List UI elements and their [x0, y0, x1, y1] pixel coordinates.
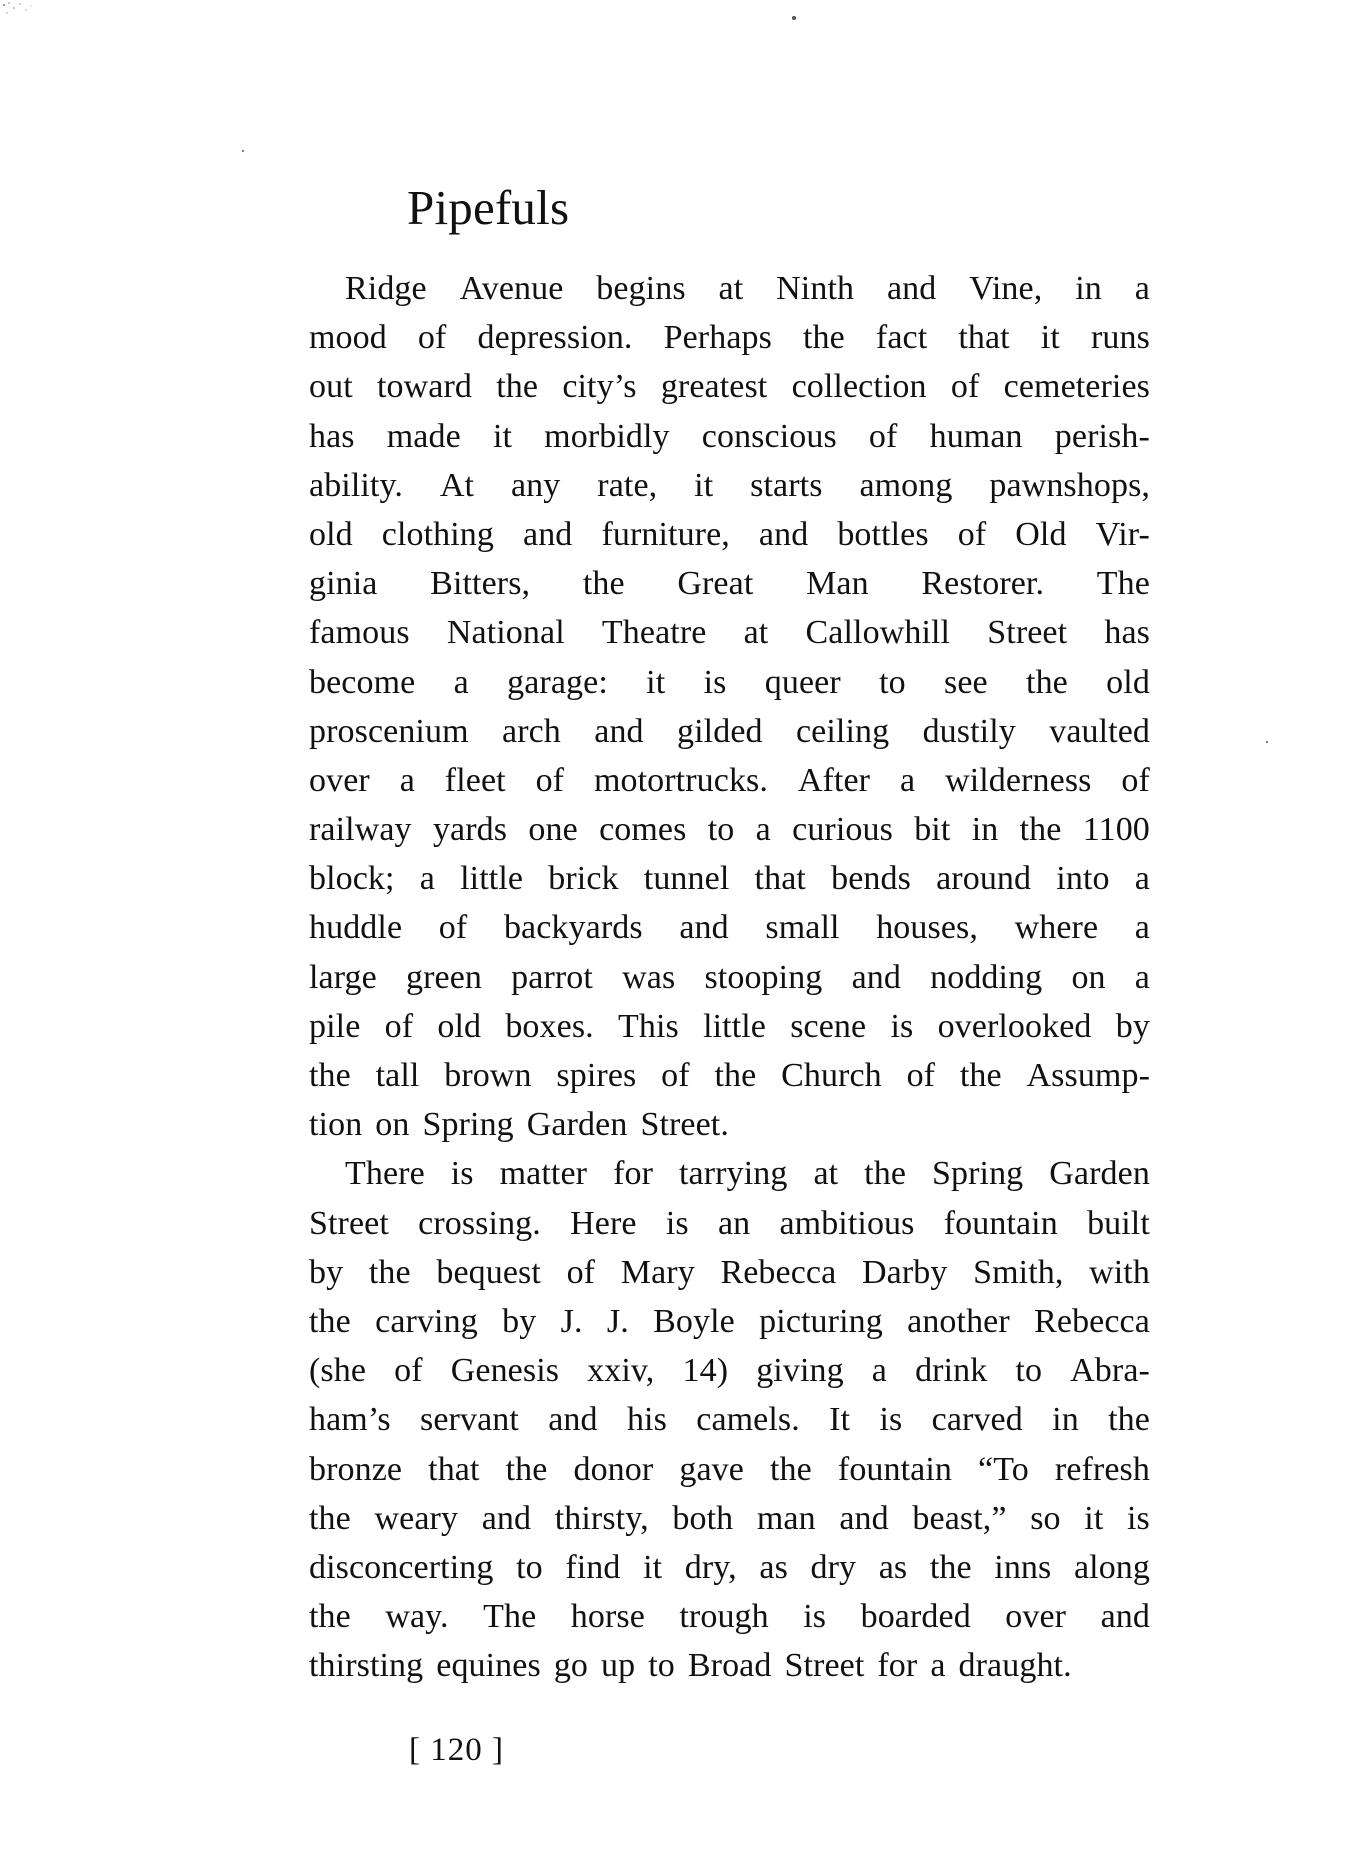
text-line: bronze that the donor gave the fountain “To refresh	[309, 1450, 1150, 1488]
page-number: [ 120 ]	[409, 1732, 504, 1768]
text-line: pile of old boxes. This little scene is overlooked by	[309, 1007, 1150, 1045]
scan-speck	[1266, 741, 1268, 743]
text-line: the weary and thirsty, both man and beast,” so it is	[309, 1499, 1150, 1537]
text-line: ham’s servant and his camels. It is carved in the	[309, 1401, 1150, 1439]
text-line: out toward the city’s greatest collection of cemeteries	[309, 368, 1150, 406]
text-line: block; a little brick tunnel that bends around into a	[309, 860, 1150, 898]
text-line: become a garage: it is queer to see the old	[309, 663, 1150, 701]
text-line: ability. At any rate, it starts among pawnshops,	[309, 466, 1150, 504]
text-line: disconcerting to find it dry, as dry as the inns along	[309, 1548, 1150, 1586]
text-line: (she of Genesis xxiv, 14) giving a drink to Abra-	[309, 1352, 1150, 1390]
running-title: Pipefuls	[407, 180, 570, 235]
text-line: There is matter for tarrying at the Spring Garden	[345, 1155, 1150, 1193]
text-line: ginia Bitters, the Great Man Restorer. The	[309, 565, 1150, 603]
text-line: thirsting equines go up to Broad Street for a draught.	[309, 1647, 1072, 1685]
text-line: the carving by J. J. Boyle picturing another Rebecca	[309, 1302, 1150, 1340]
text-line: Ridge Avenue begins at Ninth and Vine, in a	[345, 270, 1150, 307]
scan-speck	[792, 16, 796, 20]
text-line: has made it morbidly conscious of human perish-	[309, 417, 1150, 455]
body-text	[309, 264, 1150, 1690]
text-line: mood of depression. Perhaps the fact that it runs	[309, 319, 1150, 357]
text-line: old clothing and furniture, and bottles of Old Vir-	[309, 515, 1150, 553]
text-line: huddle of backyards and small houses, where a	[309, 909, 1150, 947]
text-line: over a fleet of motortrucks. After a wilderness of	[309, 761, 1150, 799]
text-line: the way. The horse trough is boarded over and	[309, 1598, 1150, 1636]
text-line: the tall brown spires of the Church of the Assump-	[309, 1057, 1150, 1094]
text-line: proscenium arch and gilded ceiling dustily vaulted	[309, 712, 1150, 750]
text-line: by the bequest of Mary Rebecca Darby Smith, with	[309, 1253, 1150, 1291]
scan-noise	[0, 0, 40, 22]
text-line: railway yards one comes to a curious bit in the 1100	[309, 811, 1150, 849]
text-line: Street crossing. Here is an ambitious fountain built	[309, 1204, 1150, 1242]
text-line: large green parrot was stooping and nodding on a	[309, 958, 1150, 996]
text-line: famous National Theatre at Callowhill Street has	[309, 614, 1150, 652]
scan-speck	[242, 150, 244, 152]
text-line: tion on Spring Garden Street.	[309, 1106, 729, 1144]
